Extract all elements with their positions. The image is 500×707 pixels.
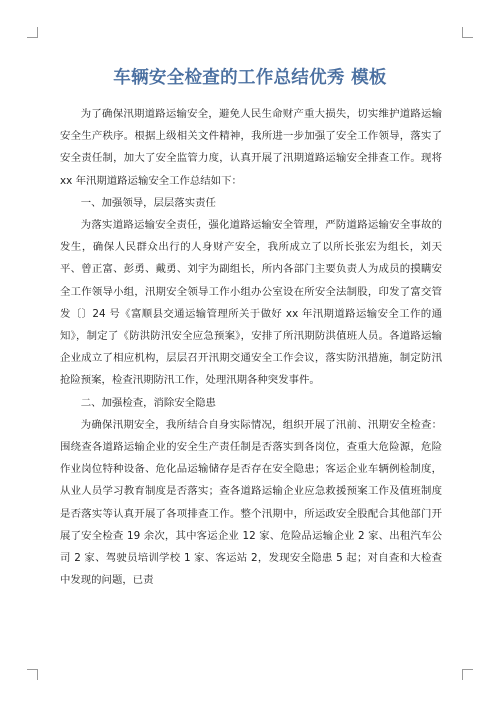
section-1-paragraph: 为落实道路运输安全责任，强化道路运输安全管理，严防道路运输安全事故的发生，确保人民群众出行的人身财产安全，我所成立了以所长张宏为组长，刘天平、曾正富、彭勇、戴勇、刘宇为副组长，所内各部门主要负责人为成员的摸瞒安全工作领导小组，汛期安全领导工作小组办公室设在所安全法制股，印发了富交管发〔〕24 号《富顺县交通运输管理所关于做好 xx 年汛期道路运输安全工作的通知》，制定了《防洪防汛安全应急预案》，安排了所汛期防洪值班人员。各道路运输企业成立了相应机构，层层召开汛期交通安全工作会议，落实防汛措施，制定防汛抢险预案，检查汛期防汛工作，处理汛期各种突发事件。 [60,219,442,387]
intro-paragraph: 为了确保汛期道路运输安全，避免人民生命财产重大损失，切实维护道路运输安全生产秩序。根据上级相关文件精神，我所进一步加强了安全工作领导，落实了安全责任制，加大了安全监管力度，认真开展了汛期道路运输安全排查工作。现将 xx 年汛期道路运输安全工作总结如下： [60,108,442,187]
section-2-heading: 二、加强检查，消除安全隐患 [80,396,216,409]
section-2-paragraph: 为确保汛期安全，我所结合自身实际情况，组织开展了汛前、汛期安全检查：围绕查各道路运输企业的安全生产责任制是否落实到各岗位，查重大危险源，危险作业岗位特种设备、危化品运输储存是否存在安全隐患；客运企业车辆例检制度，从业人员学习教育制度是否落实；查各道路运输企业应急救援预案工作及值班制度是否落实等认真开展了各项排查工作。整个汛期中，所运政安全股配合其他部门开展了安全检查 19 余次，其中客运企业 12 家、危险品运输企业 2 家、出租汽车公司 2 家、驾驶员培训学校 1 家、客运站 2，发现安全隐患 5 起；对自查和大检查中发现的问题，已责 [60,418,442,587]
document-title: 车辆安全检查的工作总结优秀 模板 [113,68,387,88]
crop-mark-top-left [27,27,38,38]
crop-mark-bottom-right [462,669,473,680]
document-body [60,103,442,591]
section-1-heading: 一、加强领导，层层落实责任 [80,196,216,209]
crop-mark-bottom-left [27,669,38,680]
crop-mark-top-right [462,27,473,38]
